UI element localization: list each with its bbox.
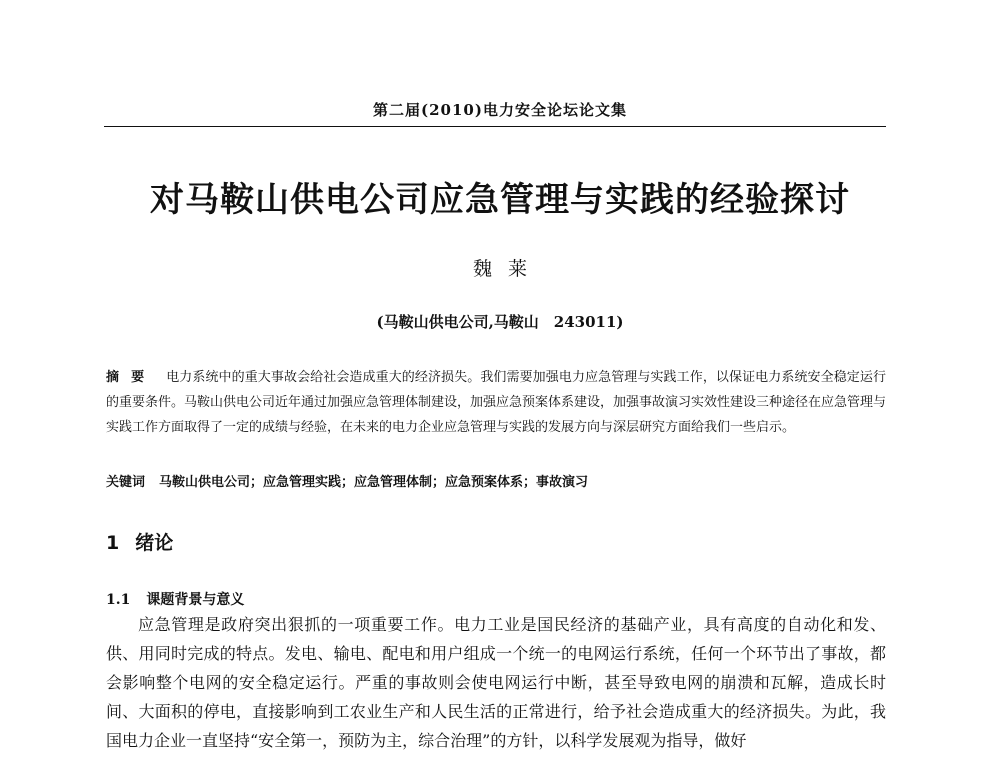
- running-header: 第二届(2010)电力安全论坛论文集: [373, 101, 627, 119]
- abstract-label: 摘要: [106, 370, 157, 385]
- subsection-number: 1.1: [106, 592, 131, 608]
- section-number: 1: [106, 532, 120, 554]
- abstract-text: 电力系统中的重大事故会给社会造成重大的经济损失。我们需要加强电力应急管理与实践工作，以保证电力系统安全稳定运行的重要条件。马鞍山供电公司近年通过加强应急管理体制建设，加强应急预案体系建设，加强事故演习实效性建设三种途径在应急管理与实践工作方面取得了一定的成绩与经验，在未来的电力企业应急管理与实践的发展方向与深层研究方面给我们一些启示。: [106, 370, 887, 435]
- abstract: [106, 365, 886, 440]
- subsection-heading: [106, 589, 244, 609]
- keywords-text: 马鞍山供电公司；应急管理实践；应急管理体制；应急预案体系；事故演习: [159, 475, 589, 490]
- section-heading: [106, 528, 173, 555]
- author-affiliation: (马鞍山供电公司,马鞍山 243011): [376, 313, 624, 331]
- author-name: 魏莱: [472, 258, 543, 280]
- section-title: 绪论: [135, 532, 174, 554]
- header-rule: [104, 126, 886, 127]
- keywords: [106, 470, 886, 495]
- body-paragraph: 应急管理是政府突出狠抓的一项重要工作。电力工业是国民经济的基础产业，具有高度的自动化和发、供、用同时完成的特点。发电、输电、配电和用户组成一个统一的电网运行系统，任何一个环节出了事故，都会影响整个电网的安全稳定运行。严重的事故则会使电网运行中断，甚至导致电网的崩溃和瓦解，造成长时间、大面积的停电，直接影响到工农业生产和人民生活的正常进行，给予社会造成重大的经济损失。为此，我国电力企业一直坚持“安全第一，预防为主，综合治理”的方针，以科学发展观为指导，做好: [106, 615, 886, 750]
- subsection-title: 课题背景与意义: [146, 592, 245, 608]
- paper-title: 对马鞍山供电公司应急管理与实践的经验探讨: [150, 180, 850, 220]
- keywords-label: 关键词: [106, 475, 146, 490]
